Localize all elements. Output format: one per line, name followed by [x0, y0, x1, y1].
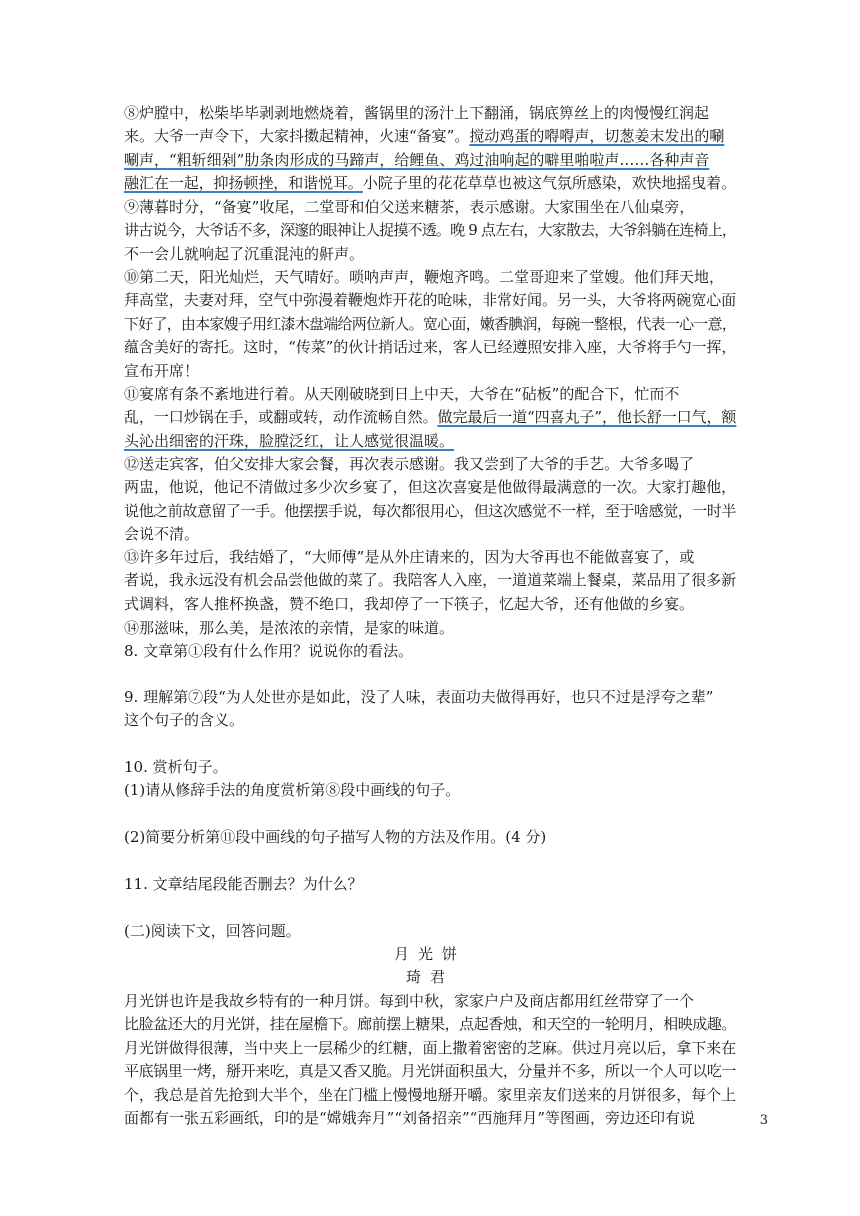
paragraph-12 [124, 453, 736, 547]
question-text: 9. 理解第⑦段“为人处世亦是如此，没了人味，表面功夫做得再好，也只不过是浮夸之辈” [124, 688, 714, 706]
page-number: 3 [759, 1113, 768, 1128]
question-8 [124, 640, 736, 663]
text-line: 平底锅里一烤，掰开来吃，真是又香又脆。月光饼面积虽大，分量并不多，所以一个人可以吃一 [124, 1062, 737, 1081]
underlined-sentence: 融汇在一起，抑扬顿挫，和谐悦耳。 [124, 174, 363, 193]
underlined-sentence: 唰声，“粗斩细剁”肋条肉形成的马蹄声，给鲤鱼、鸡过油响起的噼里啪啦声……各种声音 [124, 150, 710, 169]
question-text: (2)简要分析第⑪段中画线的句子描写人物的方法及作用。(4 分) [124, 828, 547, 846]
question-text: 10. 赏析句子。 [124, 758, 228, 776]
text-line: ⑩第二天，阳光灿烂，天气晴好。唢呐声声，鞭炮齐鸣。二堂哥迎来了堂嫂。他们拜天地， [124, 268, 725, 286]
text-line: 下好了，由本家嫂子用红漆木盘端给两位新人。宽心面，嫩香腆润，每碗一整根，代表一心一意， [124, 314, 737, 333]
question-text: (1)请从修辞手法的角度赏析第⑧段中画线的句子。 [124, 781, 461, 800]
text-line: ⑧炉膛中，松柴毕毕剥剥地燃烧着，酱锅里的汤汁上下翻涌，锅底箅丝上的肉慢慢红润起 [124, 104, 710, 122]
text-line: ⑭那滋味，那么美，是浓浓的亲情，是家的味道。 [124, 619, 455, 637]
question-text: 8. 文章第①段有什么作用？说说你的看法。 [124, 642, 414, 660]
article-author [124, 966, 736, 989]
underlined-sentence: 头沁出细密的汗珠，脸膛泛红，让人感觉很温暖。 [124, 431, 455, 450]
paragraph-11 [124, 383, 736, 453]
article-title [124, 943, 736, 966]
text-line: 融汇在一起，抑扬顿挫，和谐悦耳。小院子里的花花草草也被这气氛所感染，欢快地摇曳着。 [124, 174, 737, 193]
text-line: 乱，一口炒锅在手，或翻或转，动作流畅自然。做完最后一道“四喜丸子”，他长舒一口气，额 [124, 408, 737, 427]
text-line: 月光饼做得很薄，当中夹上一层稀少的红糖，面上撒着密密的芝麻。供过月亮以后，拿下来在 [124, 1038, 737, 1057]
text-line: 宣布开席！ [124, 361, 200, 380]
question-9 [124, 686, 736, 733]
text-line: ⑨薄暮时分，“备宴”收尾，二堂哥和伯父送来糖茶，表示感谢。大家围坐在八仙桌旁， [124, 198, 695, 216]
underlined-sentence: 做完最后一道“四喜丸子”，他长舒一口气，额 [437, 408, 737, 427]
section-heading-text: (二)阅读下文，回答问题。 [124, 922, 301, 940]
article-body [124, 990, 736, 1130]
text-line: 蕴含美好的寄托。这时，“传菜”的伙计捎话过来，客人已经遵照安排入座，大爷将手勺一挥， [124, 338, 737, 357]
question-10-2 [124, 826, 736, 849]
paragraph-10 [124, 266, 736, 383]
text-line: 面都有一张五彩画纸，印的是“嫦娥奔月”“刘备招亲”“西施拜月”等图画，旁边还印有说 [124, 1108, 696, 1127]
paragraph-9 [124, 196, 736, 266]
text-line: 不一会儿就响起了沉重混沌的鼾声。 [124, 244, 365, 263]
paragraph-14 [124, 617, 736, 640]
paragraph-8 [124, 102, 736, 196]
text-line: 式调料，客人推杯换盏，赞不绝口，我却停了一下筷子，忆起大爷，还有他做的乡宴。 [124, 594, 695, 613]
text-line: 个，我总是首先抢到大半个，坐在门槛上慢慢地掰开嚼。家里亲友们送来的月饼很多，每个上 [124, 1085, 737, 1104]
text-line: 说他之前故意留了一手。他摆摆手说，每次都很用心，但这次感觉不一样，至于啥感觉，一时半 [124, 501, 737, 520]
text-line: 会说不清。 [124, 525, 200, 544]
section-heading [124, 920, 736, 943]
text-line: ⑬许多年过后，我结婚了，“大师傅”是从外庄请来的，因为大爷再也不能做喜宴了，或 [124, 548, 695, 566]
text-line: 来。大爷一声令下，大家抖擞起精神，火速“备宴”。搅动鸡蛋的嘚嘚声，切葱姜末发出的唰 [124, 127, 725, 146]
text-line: 者说，我永远没有机会品尝他做的菜了。我陪客人入座，一道道菜端上餐桌，菜品用了很多新 [124, 571, 737, 590]
text-line: 比脸盆还大的月光饼，挂在屋檐下。廊前摆上糖果，点起香烛，和天空的一轮明月，相映成趣。 [124, 1015, 737, 1034]
text-line: ⑪宴席有条不紊地进行着。从天刚破晓到日上中天，大爷在“砧板”的配合下，忙而不 [124, 385, 680, 403]
text-line: 两盅，他说，他记不清做过多少次乡宴了，但这次喜宴是他做得最满意的一次。大家打趣他， [124, 478, 737, 497]
text-line: ⑫送走宾客，伯父安排大家会餐，再次表示感谢。我又尝到了大爷的手艺。大爷多喝了 [124, 455, 695, 473]
question-10 [124, 756, 736, 803]
question-text: 11. 文章结尾段能否删去？为什么？ [124, 875, 363, 893]
text-line: 讲古说今，大爷话不多，深邃的眼神让人捉摸不透。晚 9 点左右，大家散去，大爷斜躺在连椅上， [124, 221, 737, 240]
underlined-sentence: 搅动鸡蛋的嘚嘚声，切葱姜末发出的唰 [469, 127, 725, 146]
question-text: 这个句子的含义。 [124, 711, 245, 730]
question-11 [124, 873, 736, 896]
article-author-text: 琦君 [405, 968, 454, 986]
text-line: 拜高堂，夫妻对拜，空气中弥漫着鞭炮炸开花的呛味，非常好闻。另一头，大爷将两碗宽心面 [124, 291, 737, 310]
text-line: 月光饼也许是我故乡特有的一种月饼。每到中秋，家家户户及商店都用红丝带穿了一个 [124, 992, 695, 1010]
article-title-text: 月光饼 [393, 945, 466, 963]
paragraph-13 [124, 546, 736, 616]
